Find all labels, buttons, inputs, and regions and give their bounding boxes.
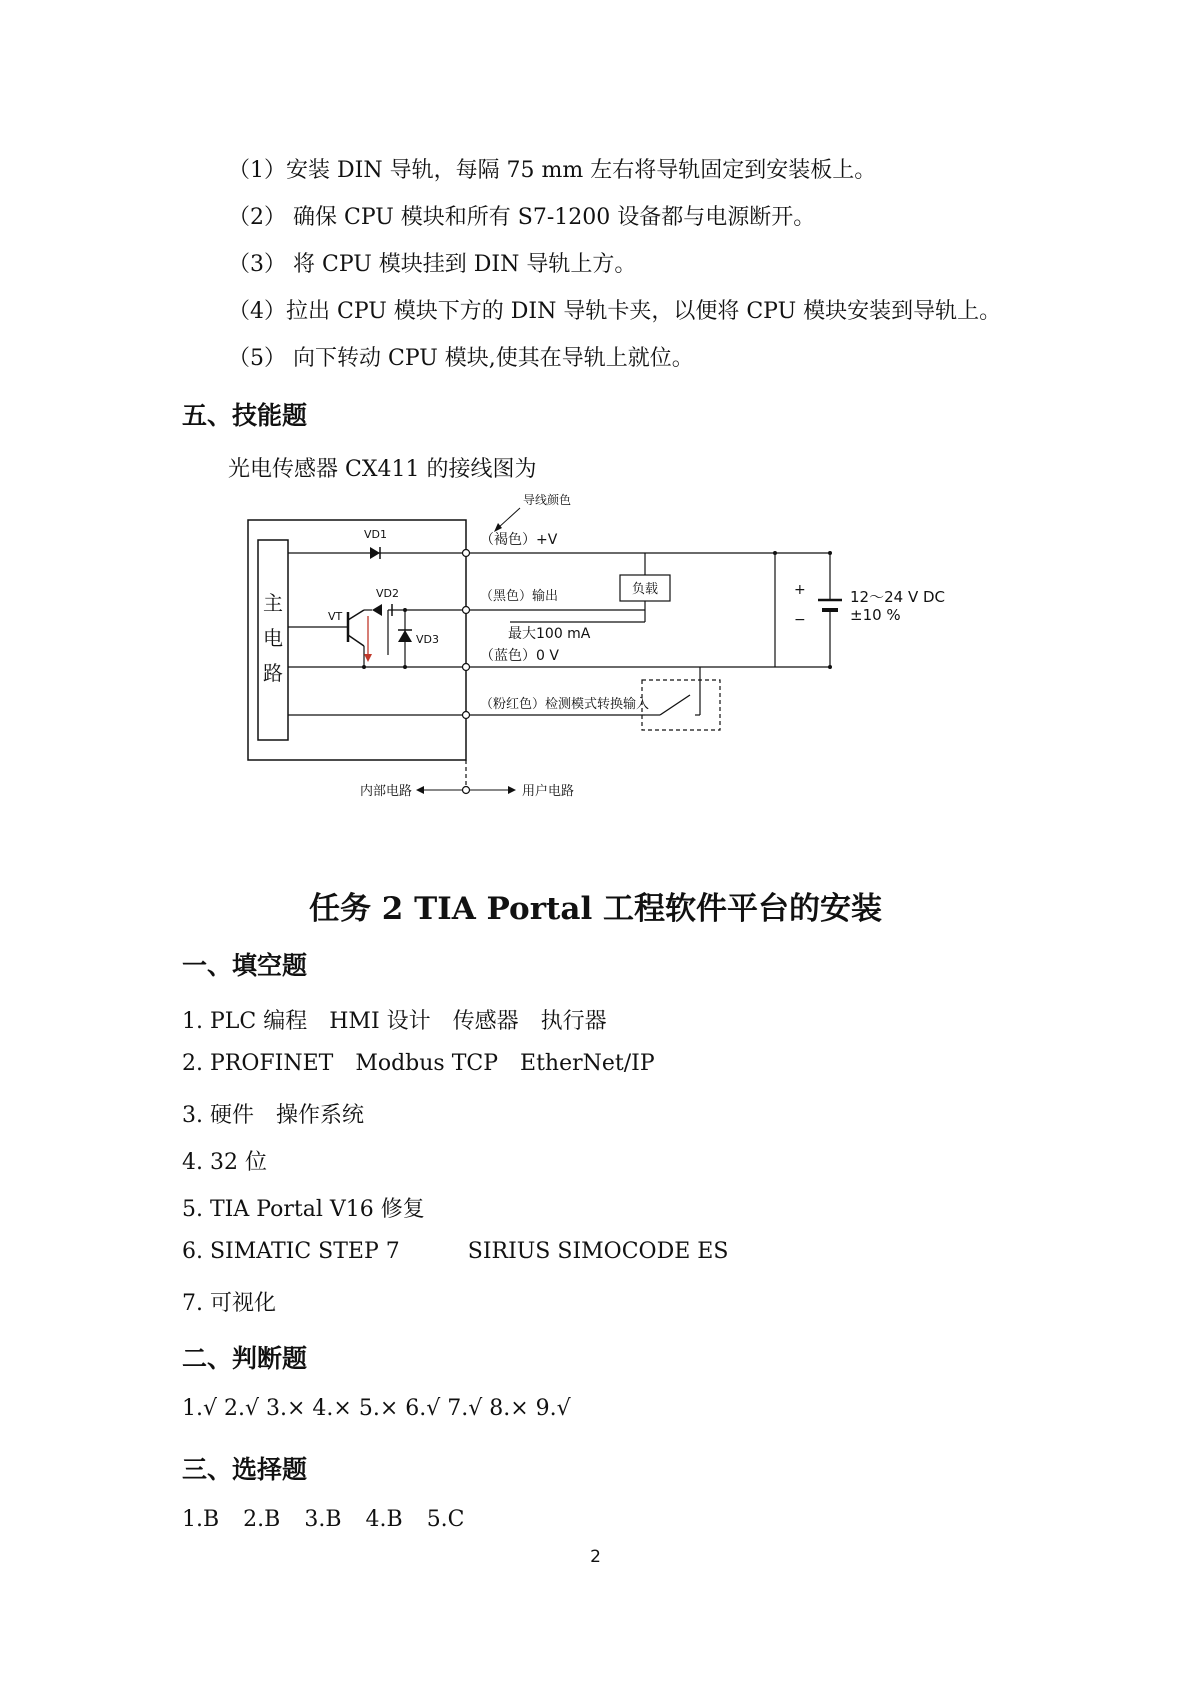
label-user-circuit: 用户电路	[522, 784, 575, 799]
install-step-1: （1）安装 DIN 导轨，每隔 75 mm 左右将导轨固定到安装板上。	[228, 158, 877, 183]
label-plus: +	[794, 582, 806, 598]
page-number: 2	[590, 1547, 601, 1567]
fill-answer-3: 3. 硬件 操作系统	[182, 1103, 364, 1128]
wiring-diagram	[240, 490, 970, 805]
label-pink-mode-input: （粉红色）检测模式转换输入	[480, 697, 650, 712]
install-step-3: （3） 将 CPU 模块挂到 DIN 导轨上方。	[228, 252, 637, 277]
diode-vd1	[370, 547, 380, 559]
fill-answer-4: 4. 32 位	[182, 1150, 267, 1175]
label-black-output: （黑色）输出	[480, 589, 559, 604]
fill-answer-5: 5. TIA Portal V16 修复	[182, 1197, 425, 1222]
label-vd3: VD3	[416, 633, 439, 646]
label-vt: VT	[328, 610, 343, 623]
choice-title: 三、选择题	[182, 1455, 308, 1484]
fill-answer-1: 1. PLC 编程 HMI 设计 传感器 执行器	[182, 1009, 607, 1034]
install-step-2: （2） 确保 CPU 模块和所有 S7-1200 设备都与电源断开。	[228, 205, 816, 230]
label-minus: −	[794, 612, 806, 628]
fill-answer-7: 7. 可视化	[182, 1291, 276, 1316]
judge-title: 二、判断题	[182, 1344, 308, 1373]
choice-answers: 1.B 2.B 3.B 4.B 5.C	[182, 1507, 465, 1532]
fill-answer-6: 6. SIMATIC STEP 7 SIRIUS SIMOCODE ES	[182, 1239, 729, 1264]
label-max-current: 最大100 mA	[508, 626, 591, 642]
label-supply-voltage: 12～24 V DC	[850, 588, 945, 606]
fill-blank-title: 一、填空题	[182, 951, 308, 980]
label-blue-zero-v: （蓝色）0 V	[480, 648, 559, 664]
wire-color-note: 导线颜色	[523, 493, 572, 507]
label-vd1: VD1	[364, 528, 387, 541]
install-step-5: （5） 向下转动 CPU 模块,使其在导轨上就位。	[228, 346, 694, 371]
section-skill-title: 五、技能题	[182, 401, 308, 430]
diode-vd3	[398, 630, 412, 642]
diagram-caption: 光电传感器 CX411 的接线图为	[228, 457, 537, 482]
main-circuit-char-1: 主	[263, 591, 283, 615]
label-supply-tolerance: ±10 %	[850, 606, 901, 624]
label-load: 负载	[631, 582, 659, 597]
label-internal-circuit: 内部电路	[359, 784, 412, 799]
mode-switch	[660, 695, 690, 715]
task2-title: 任务 2 TIA Portal 工程软件平台的安装	[308, 891, 883, 927]
fill-answer-2: 2. PROFINET Modbus TCP EtherNet/IP	[182, 1051, 655, 1076]
judge-answers: 1.√ 2.√ 3.× 4.× 5.× 6.√ 7.√ 8.× 9.√	[182, 1396, 571, 1421]
label-vd2: VD2	[376, 587, 399, 600]
install-step-4: （4）拉出 CPU 模块下方的 DIN 导轨卡夹，以便将 CPU 模块安装到导轨上。	[228, 299, 1002, 324]
diode-vd2	[372, 604, 382, 616]
mode-switch-box	[642, 680, 720, 730]
label-brown-plus-v: （褐色）+V	[480, 532, 558, 548]
main-circuit-char-3: 路	[263, 661, 283, 685]
main-circuit-char-2: 电	[263, 626, 283, 650]
